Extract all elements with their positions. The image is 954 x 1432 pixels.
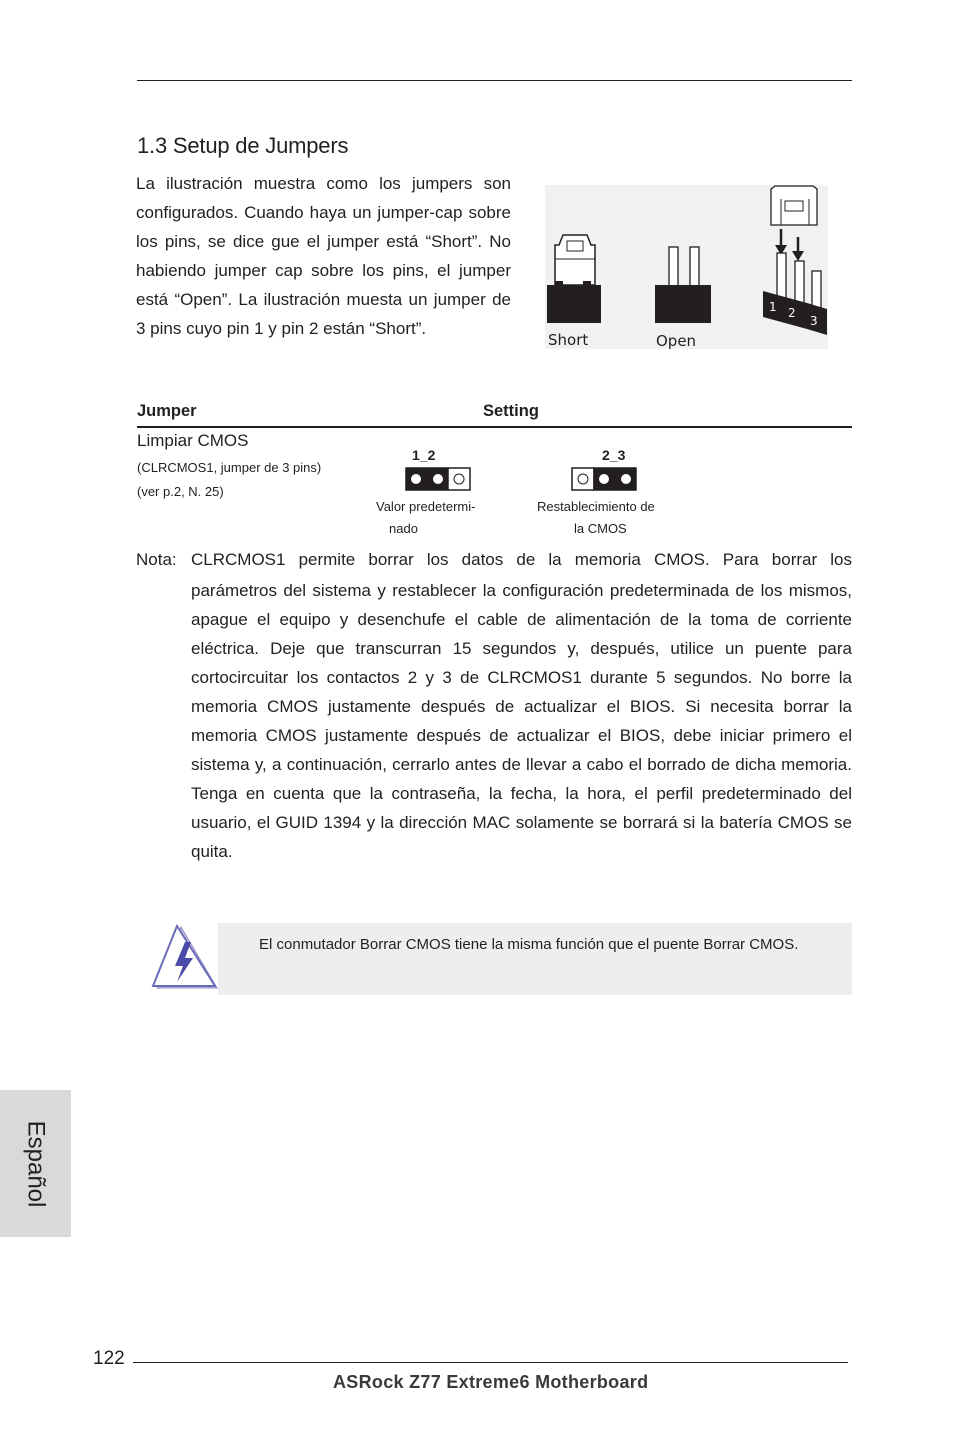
note-body: parámetros del sistema y restablecer la configuración predeterminada de los mismos, apague el equipo y desenchufe el cable de alimentación de la toma de corriente eléctrica. Deje que transcurran 15 segundos y, después, utilice un puente para cortocircuitar los contactos 2 y 3 de CLRCMOS1 durante 5 segundos. No borre la memoria CMOS justamente después de actualizar el BIOS. Si necesita borrar la memoria CMOS justamente después de actualizar el BIOS, debe iniciar primero el sistema y, a continuación, cerrarlo antes de llevar a cabo el borrado de dicha memoria. Tenga en cuenta que la contraseña, la fecha, la hora, el perfil predeterminado del usuario, el GUID 1394 y la dirección MAC solamente se borrará si la batería CMOS se quita. (191, 581, 852, 861)
short-jumper-graphic (547, 235, 601, 323)
language-side-tab-label: Español (22, 1120, 50, 1207)
page-number: 122 (93, 1348, 125, 1369)
setting-1-2-caption-2: nado (389, 521, 418, 536)
jumper-pins-1-2 (405, 467, 471, 493)
table-header-rule (137, 426, 852, 428)
open-jumper-graphic (655, 247, 711, 323)
note-first-line: CLRCMOS1 permite borrar los datos de la memoria CMOS. Para borrar los (191, 550, 852, 569)
open-label: Open (656, 332, 697, 349)
jumper-detail-2: (ver p.2, N. 25) (137, 484, 224, 499)
intro-paragraph: La ilustración muestra como los jumpers son configurados. Cuando haya un jumper-cap sobre los pins, se dice gue el jumper está “Short”. No habiendo jumper cap sobre los pins, el jumper está “Open”. La ilustración muesta un jumper de 3 pins cuyo pin 1 y pin 2 están “Short”. (136, 174, 511, 338)
jumper-illustration (545, 185, 828, 349)
jumper-name: Limpiar CMOS (137, 431, 249, 450)
jumper-detail-1: (CLRCMOS1, jumper de 3 pins) (137, 460, 322, 475)
setting-2-3-caption-2: la CMOS (574, 521, 627, 536)
short-label: Short (548, 331, 589, 349)
jumper-illustration-svg (545, 185, 828, 349)
table-header-jumper: Jumper (137, 402, 197, 420)
three-pin-jumper-graphic (763, 186, 827, 335)
warning-text: El conmutador Borrar CMOS tiene la misma función que el puente Borrar CMOS. (259, 936, 799, 953)
pin-number-2: 2 (788, 306, 796, 320)
warning-lightning-icon (151, 924, 219, 990)
top-rule (137, 80, 852, 81)
setting-1-2-label: 1_2 (412, 447, 436, 463)
setting-2-3-caption-1: Restablecimiento de (537, 499, 655, 514)
footer-rule (133, 1362, 848, 1363)
setting-2-3-label: 2_3 (602, 447, 626, 463)
setting-1-2-caption-1: Valor predetermi- (376, 499, 476, 514)
table-header-setting: Setting (483, 402, 539, 420)
pin-number-3: 3 (810, 314, 818, 328)
language-side-tab-label-wrap (0, 1090, 71, 1237)
pin-number-1: 1 (769, 300, 777, 314)
section-title: 1.3 Setup de Jumpers (137, 133, 349, 158)
note-label: Nota: (136, 550, 177, 569)
jumper-pins-2-3 (571, 467, 637, 493)
footer-title: ASRock Z77 Extreme6 Motherboard (333, 1372, 649, 1392)
